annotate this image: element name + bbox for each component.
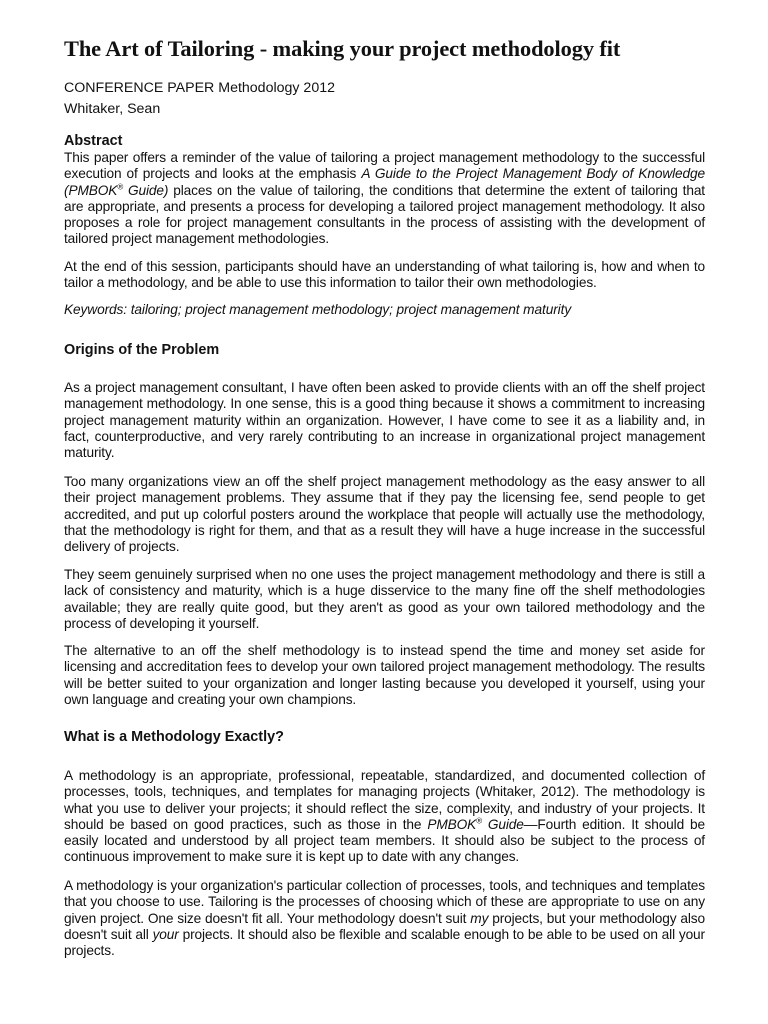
origins-paragraph-1: As a project management consultant, I have often been asked to provide clients with an off the shelf project management methodology. In one sense, this is a good thing because it shows a commitment to increasing project management maturity within an organization. However, I have come to see it as a liability and, in fact, counterproductive, and very rarely contributing to an increase in organizational project management maturity. <box>64 380 705 461</box>
conference-line: CONFERENCE PAPER Methodology 2012 <box>64 80 335 96</box>
abstract-paragraph-1: This paper offers a reminder of the value of tailoring a project management methodology to the successful execution of projects and looks at the emphasis A Guide to the Project Management Body of Knowledge (PMBOK® Guide) places on the value of tailoring, the conditions that determine the extent of tailoring that are appropriate, and presents a process for developing a tailored project management methodology. It also proposes a role for project management consultants in the process of assisting with the development of tailored project management methodologies. <box>64 150 705 247</box>
origins-paragraph-4: The alternative to an off the shelf methodology is to instead spend the time and money set aside for licensing and accreditation fees to develop your own tailored project management methodology. The results will be better suited to your organization and longer lasting because you developed it yourself, using your own language and creating your own champions. <box>64 643 705 707</box>
methodology-paragraph-2: A methodology is your organization's particular collection of processes, tools, and techniques and templates that you choose to use. Tailoring is the processes of choosing which of these are appropriate to use on any given project. One size doesn't fit all. Your methodology doesn't suit my projects, but your methodology also doesn't suit all your projects. It should also be flexible and scalable enough to be able to be used on all your projects. <box>64 878 705 959</box>
origins-paragraph-3: They seem genuinely surprised when no one uses the project management methodology and there is still a lack of consistency and maturity, which is a huge disservice to the many fine off the shelf methodologies available; they are really quite good, but they aren't as good as your own tailored methodology and the process of developing it yourself. <box>64 567 705 631</box>
methodology-heading: What is a Methodology Exactly? <box>64 729 284 745</box>
author-line: Whitaker, Sean <box>64 101 161 117</box>
origins-heading: Origins of the Problem <box>64 342 220 358</box>
abstract-heading: Abstract <box>64 133 123 149</box>
keywords-line: Keywords: tailoring; project management methodology; project management maturity <box>64 302 572 317</box>
paper-title: The Art of Tailoring - making your project methodology fit <box>64 36 621 61</box>
abstract-paragraph-2: At the end of this session, participants should have an understanding of what tailoring is, how and when to tailor a methodology, and be able to use this information to tailor their own methodologies. <box>64 259 705 291</box>
origins-paragraph-2: Too many organizations view an off the shelf project management methodology as the easy answer to all their project management problems. They assume that if they pay the licensing fee, send people to get accredited, and put up colorful posters around the workplace that people will actually use the methodology, that the methodology is right for them, and that as a result they will have a huge increase in the successful delivery of projects. <box>64 474 705 555</box>
methodology-paragraph-1: A methodology is an appropriate, professional, repeatable, standardized, and documented collection of processes, tools, techniques, and templates for managing projects (Whitaker, 2012). The methodology is what you use to deliver your projects; it should reflect the size, complexity, and industry of your projects. It should be based on good practices, such as those in the PMBOK® Guide—Fourth edition. It should be easily located and understood by all project team members. It should also be subject to the process of continuous improvement to make sure it is kept up to date with any changes. <box>64 768 705 865</box>
